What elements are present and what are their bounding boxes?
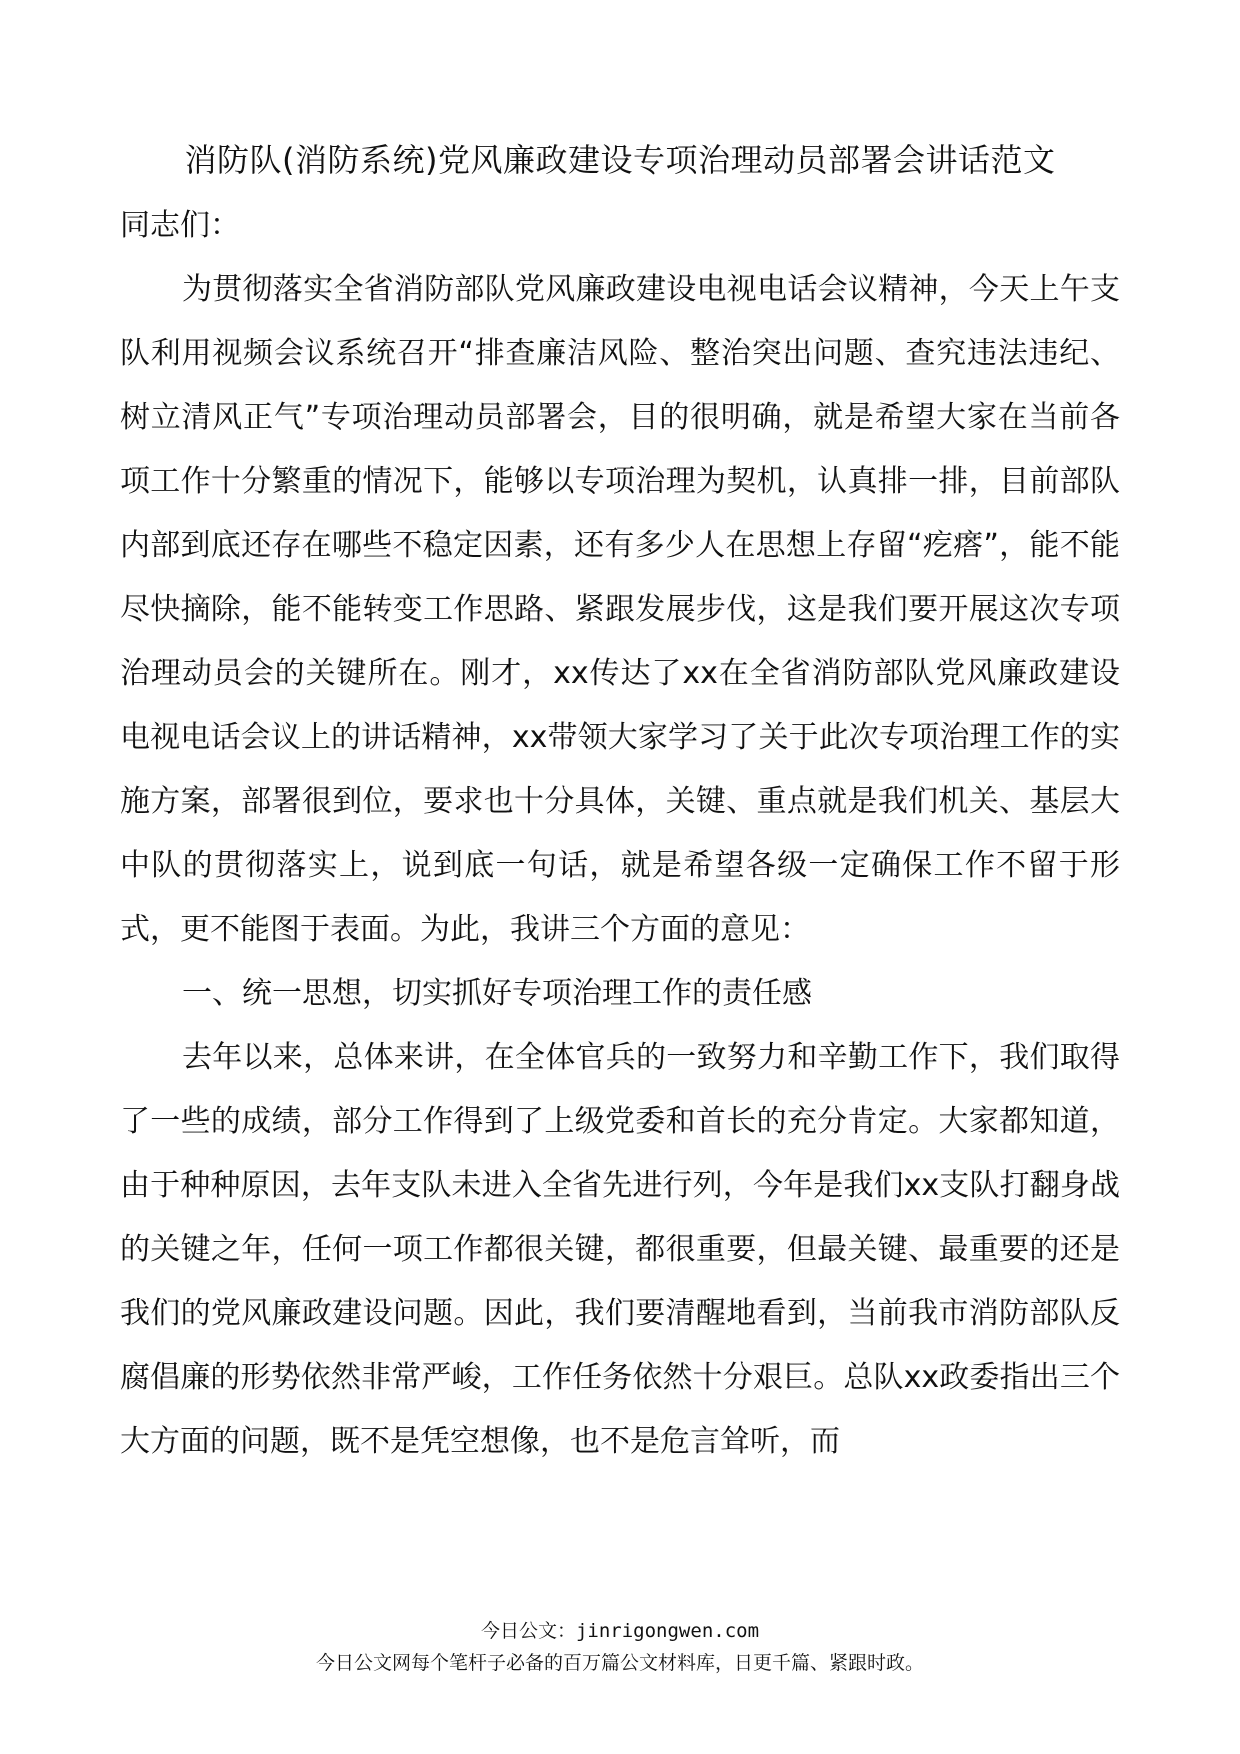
- document-body: [120, 194, 1120, 1474]
- section-heading-one: 一、统一思想，切实抓好专项治理工作的责任感: [182, 976, 812, 1011]
- paragraph-section-one: 去年以来，总体来讲，在全体官兵的一致努力和辛勤工作下，我们取得了一些的成绩，部分工作得到了上级党委和首长的充分肯定。大家都知道，由于种种原因，去年支队未进入全省先进行列，今年是我们xx支队打翻身战的关键之年，任何一项工作都很关键，都很重要，但最关键、最重要的还是我们的党风廉政建设问题。因此，我们要清醒地看到，当前我市消防部队反腐倡廉的形势依然非常严峻，工作任务依然十分艰巨。总队xx政委指出三个大方面的问题，既不是凭空想像，也不是危言耸听，而: [120, 1040, 1120, 1459]
- document-title: 消防队(消防系统)党风廉政建设专项治理动员部署会讲话范文: [184, 141, 1056, 179]
- footer-site-line: [0, 1618, 1240, 1644]
- paragraph-intro: 为贯彻落实全省消防部队党风廉政建设电视电话会议精神，今天上午支队利用视频会议系统召开“排查廉洁风险、整治突出问题、查究违法违纪、树立清风正气”专项治理动员部署会，目的很明确，就是希望大家在当前各项工作十分繁重的情况下，能够以专项治理为契机，认真排一排，目前部队内部到底还存在哪些不稳定因素，还有多少人在思想上存留“疙瘩”，能不能尽快摘除，能不能转变工作思路、紧跟发展步伐，这是我们要开展这次专项治理动员会的关键所在。刚才，xx传达了xx在全省消防部队党风廉政建设电视电话会议上的讲话精神，xx带领大家学习了关于此次专项治理工作的实施方案，部署很到位，要求也十分具体，关键、重点就是我们机关、基层大中队的贯彻落实上，说到底一句话，就是希望各级一定确保工作不留于形式，更不能图于表面。为此，我讲三个方面的意见：: [120, 272, 1120, 947]
- salutation: 同志们：: [120, 208, 240, 243]
- footer-site-label: 今日公文：: [480, 1620, 576, 1642]
- footer-site-link[interactable]: jinrigongwen.com: [575, 1620, 760, 1642]
- footer-slogan: 今日公文网每个笔杆子必备的百万篇公文材料库，日更千篇、紧跟时政。: [315, 1652, 924, 1674]
